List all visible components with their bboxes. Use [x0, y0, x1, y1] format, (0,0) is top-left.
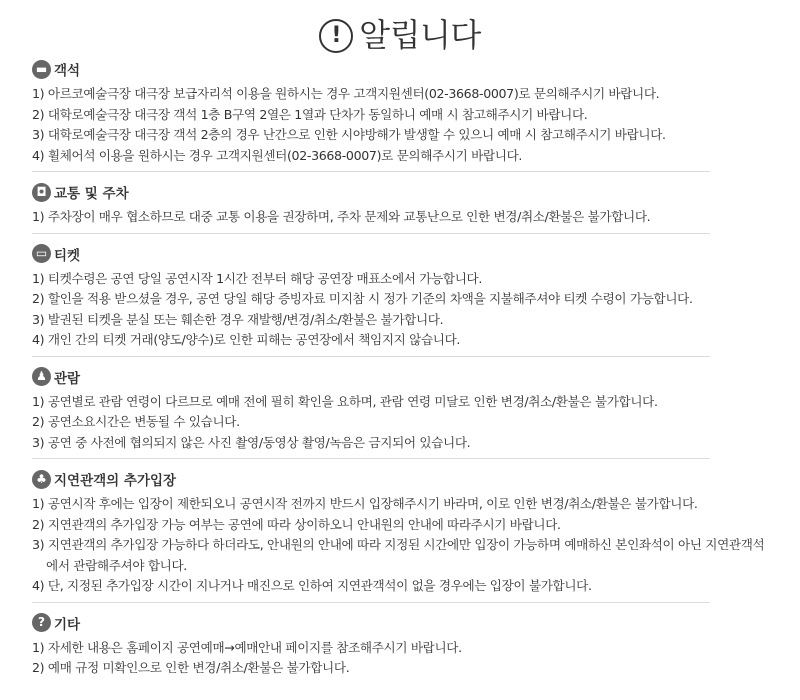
- list-item: 1) 티켓수령은 공연 당일 공연시작 1시간 전부터 해당 공연장 매표소에서 가능합니다.: [32, 270, 482, 286]
- section-list: [32, 207, 772, 228]
- list-item: 1) 공연별로 관람 연령이 다르므로 예매 전에 필히 확인을 요하며, 관람 연령 미달로 인한 변경/취소/환불은 불가합니다.: [32, 393, 658, 409]
- list-item: 3) 발권된 티켓을 분실 또는 훼손한 경우 재발행/변경/취소/환불은 불가합니다.: [32, 311, 444, 327]
- list-item: 2) 지연관객의 추가입장 가능 여부는 공연에 따라 상이하오니 안내원의 안내에 따라주시기 바랍니다.: [32, 516, 561, 532]
- list-item: 3) 대학로예술극장 대극장 객석 2층의 경우 난간으로 인한 시야방해가 발생할 수 있으니 예매 시 참고해주시기 바랍니다.: [32, 127, 666, 142]
- section-list: [32, 392, 772, 454]
- page-title-text: 알립니다: [359, 16, 481, 54]
- list-item: 2) 대학로예술극장 대극장 객석 1층 B구역 2열은 1열과 단차가 동일하니 예매 시 참고해주시기 바랍니다.: [32, 106, 588, 122]
- section-title: 티켓: [54, 247, 81, 264]
- section-late-entry: [32, 468, 765, 603]
- section-title: 교통 및 주차: [54, 186, 129, 202]
- section-title: 기타: [54, 616, 81, 633]
- section-list: [32, 494, 772, 597]
- list-item: 3) 지연관객의 추가입장 가능하다 하더라도, 안내원의 안내에 따라 지정된 시간에만 입장이 가능하며 예매하신 본인좌석이 아닌 지연관객석에서 관람해주셔야 합니다.: [32, 537, 765, 573]
- section-parking: [32, 181, 710, 234]
- list-item: 2) 예매 규정 미확인으로 인한 변경/취소/환불은 불가합니다.: [32, 660, 350, 675]
- section-header: [32, 612, 710, 634]
- list-item: 1) 자세한 내용은 홈페이지 공연예매→예매안내 페이지를 참조해주시기 바랍니다.: [32, 639, 462, 655]
- section-list: [32, 638, 772, 679]
- section-etc: [32, 612, 710, 684]
- list-item: 1) 아르코예술극장 대극장 보급자리석 이용을 원하시는 경우 고객지원센터(02-3668-0007)로 문의해주시기 바랍니다.: [32, 86, 660, 101]
- page-title: [0, 12, 800, 58]
- section-seating: [32, 58, 710, 172]
- section-header: [32, 58, 710, 80]
- list-item: 2) 공연소요시간은 변동될 수 있습니다.: [32, 414, 240, 429]
- section-viewing: [32, 366, 710, 460]
- list-item: 4) 휠체어석 이용을 원하시는 경우 고객지원센터(02-3668-0007)로 문의해주시기 바랍니다.: [32, 147, 523, 163]
- seat-icon: ▬: [32, 60, 51, 79]
- alert-icon: !: [319, 19, 353, 53]
- list-item: 4) 개인 간의 티켓 거래(양도/양수)로 인한 피해는 공연장에서 책임지지 않습니다.: [32, 332, 461, 347]
- section-title: 객석: [54, 63, 81, 79]
- people-icon: ♣: [32, 470, 51, 489]
- list-item: 1) 주차장이 매우 협소하므로 대중 교통 이용을 권장하며, 주차 문제와 교통난으로 인한 변경/취소/환불은 불가합니다.: [32, 209, 651, 224]
- section-header: [32, 366, 710, 388]
- notice-content: [32, 58, 772, 693]
- list-item: 1) 공연시작 후에는 입장이 제한되오니 공연시작 전까지 반드시 입장해주시기 바라며, 이로 인한 변경/취소/환불은 불가합니다.: [32, 496, 698, 511]
- section-list: [32, 84, 772, 166]
- section-title: 관람: [54, 370, 81, 387]
- viewing-icon: ♟: [32, 367, 51, 386]
- ticket-icon: ▭: [32, 244, 51, 263]
- list-item: 4) 단, 지정된 추가입장 시간이 지나거나 매진으로 인하여 지연관객석이 없을 경우에는 입장이 불가합니다.: [32, 578, 592, 593]
- section-title: 지연관객의 추가입장: [54, 473, 177, 489]
- section-ticket: [32, 243, 710, 357]
- section-header: [32, 468, 710, 490]
- car-icon: ◘: [32, 183, 51, 202]
- question-icon: ?: [32, 613, 51, 632]
- list-item: 3) 공연 중 사전에 협의되지 않은 사진 촬영/동영상 촬영/녹음은 금지되어 있습니다.: [32, 434, 471, 450]
- list-item: 2) 할인을 적용 받으셨을 경우, 공연 당일 해당 증빙자료 미지참 시 정가 기준의 차액을 지불해주셔야 티켓 수령이 가능합니다.: [32, 291, 693, 306]
- section-header: [32, 181, 710, 203]
- section-list: [32, 269, 772, 351]
- section-header: [32, 243, 710, 265]
